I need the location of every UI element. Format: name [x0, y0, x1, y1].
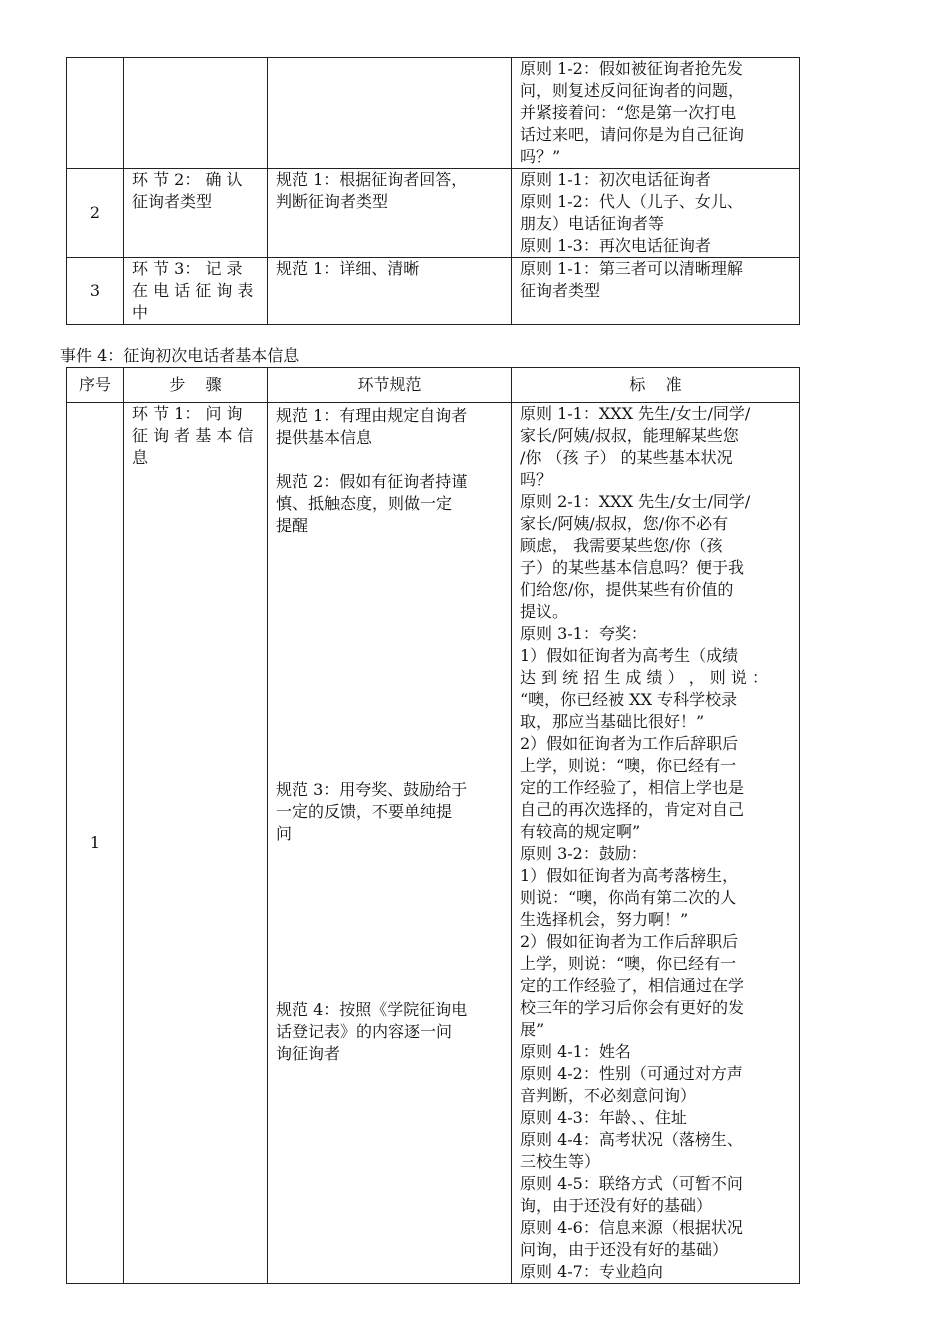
text-line: 询，由于还没有好的基础） [520, 1196, 713, 1215]
text-line: 原则 4-1：姓名 [520, 1042, 631, 1061]
standard-cell [512, 58, 800, 169]
text-line: 并紧接着问：“您是第一次打电 [520, 103, 737, 122]
text-line: 规范 1：详细、清晰 [276, 259, 420, 278]
event4-title: 事件 4：征询初次电话者基本信息 [60, 346, 300, 365]
seq-cell [67, 58, 124, 169]
text-line: 原则 3-2：鼓励： [520, 844, 647, 863]
text-line: 问，则复述反问征询者的问题， [520, 81, 745, 100]
table-row [67, 258, 800, 325]
text-line: 息 [132, 448, 149, 467]
text-line: 原则 4-5：联络方式（可暂不问 [520, 1174, 743, 1193]
text-line: 规范 4：按照《学院征询电 [276, 1000, 468, 1019]
text-line: 问询，由于还没有好的基础） [520, 1240, 729, 1259]
text-line: 三校生等） [520, 1152, 601, 1171]
event4-table [66, 367, 800, 1284]
text-line: 原则 4-7：专业趋向 [520, 1262, 663, 1281]
norm-1 [276, 405, 503, 449]
step-cell [124, 58, 268, 169]
text-line: 原则 1-1：初次电话征询者 [520, 170, 711, 189]
text-line: 原则 4-4：高考状况（落榜生、 [520, 1130, 743, 1149]
text-line: 2）假如征询者为工作后辞职后 [520, 734, 739, 753]
text-line: 判断征询者类型 [276, 192, 389, 211]
step-cell [124, 169, 268, 258]
text-line: 音判断，不必刻意问询） [520, 1086, 697, 1105]
text-line: 1）假如征询者为高考生（成绩 [520, 646, 739, 665]
norm-3 [276, 779, 503, 845]
text-line: 吗？ [520, 470, 553, 489]
text-line: 定的工作经验了，相信上学也是 [520, 778, 745, 797]
text-line: 一定的反馈，不要单纯提 [276, 802, 453, 821]
text-line: 提议。 [520, 602, 569, 621]
text-line: 话过来吧，请问你是为自己征询 [520, 125, 745, 144]
norm-2 [276, 471, 503, 537]
text-line: 征询者类型 [520, 281, 601, 300]
text-line: 规范 1：有理由规定自询者 [276, 406, 468, 425]
norm-cell [268, 403, 512, 1284]
table-row [67, 169, 800, 258]
text-line: 家长/阿姨/叔叔，您/你不必有 [520, 514, 729, 533]
text-line: “噢，你已经被 XX 专科学校录 [520, 690, 738, 709]
text-line: 2）假如征询者为工作后辞职后 [520, 932, 739, 951]
norm-cell [268, 58, 512, 169]
text-line: 自己的再次选择的，肯定对自己 [520, 800, 745, 819]
header-step: 步 骤 [124, 368, 268, 403]
text-line: 环 节 3： 记 录 [132, 259, 243, 278]
seq-cell: 3 [67, 258, 124, 325]
norm-4 [276, 999, 503, 1065]
text-line: 生选择机会，努力啊！” [520, 910, 689, 929]
text-line: 校三年的学习后你会有更好的发 [520, 998, 745, 1017]
text-line: 原则 1-1：XXX 先生/女士/同学/ [520, 404, 751, 423]
text-line: 吗？” [520, 147, 561, 166]
text-line: 取，那应当基础比很好！” [520, 712, 705, 731]
text-line: 家长/阿姨/叔叔，能理解某些您 [520, 426, 739, 445]
text-line: 询征询者 [276, 1044, 341, 1063]
table-row [67, 403, 800, 1284]
text-line: 原则 4-2：性别（可通过对方声 [520, 1064, 743, 1083]
text-line: 1）假如征询者为高考落榜生， [520, 866, 739, 885]
text-line: 则说：“噢，你尚有第二次的人 [520, 888, 737, 907]
text-line: 话登记表》的内容逐一问 [276, 1022, 453, 1041]
text-line: 慎、抵触态度，则做一定 [276, 494, 453, 513]
text-line: 原则 1-1：第三者可以清晰理解 [520, 259, 743, 278]
text-line: 规范 1：根据征询者回答， [276, 170, 468, 189]
text-line: 原则 1-2：代人（儿子、女儿、 [520, 192, 743, 211]
text-line: 环 节 1： 问 询 [132, 404, 243, 423]
text-line: 定的工作经验了，相信通过在学 [520, 976, 745, 995]
text-line: 上学，则说：“噢，你已经有一 [520, 954, 737, 973]
seq-cell: 2 [67, 169, 124, 258]
text-line: 提醒 [276, 516, 309, 535]
header-norm: 环节规范 [268, 368, 512, 403]
norm-cell [268, 258, 512, 325]
table-row [67, 58, 800, 169]
text-line: 子）的某些基本信息吗？便于我 [520, 558, 745, 577]
text-line: 有较高的规定啊” [520, 822, 641, 841]
step-cell [124, 258, 268, 325]
standard-cell [512, 258, 800, 325]
text-line: 展” [520, 1020, 545, 1039]
text-line: 原则 4-6：信息来源（根据状况 [520, 1218, 743, 1237]
text-line: 问 [276, 824, 293, 843]
text-line: 原则 1-3：再次电话征询者 [520, 236, 711, 255]
text-line: 在 电 话 征 询 表 [132, 281, 254, 300]
text-line: 顾虑， 我需要某些您/你（孩 [520, 536, 723, 555]
text-line: 提供基本信息 [276, 428, 373, 447]
text-line: 达 到 统 招 生 成 绩 ） ， 则 说 ： [520, 668, 768, 687]
event3-continuation-table [66, 57, 800, 325]
standard-cell [512, 169, 800, 258]
text-line: 环 节 2： 确 认 [132, 170, 243, 189]
text-line: 们给您/你，提供某些有价值的 [520, 580, 734, 599]
text-line: 征 询 者 基 本 信 [132, 426, 254, 445]
text-line: 中 [132, 303, 149, 322]
header-standard: 标 准 [512, 368, 800, 403]
text-line: /你 （孩 子） 的某些基本状况 [520, 448, 733, 467]
norm-cell [268, 169, 512, 258]
step-cell [124, 403, 268, 1284]
text-line: 朋友）电话征询者等 [520, 214, 665, 233]
header-seq: 序号 [67, 368, 124, 403]
text-line: 原则 1-2：假如被征询者抢先发 [520, 59, 743, 78]
text-line: 规范 2：假如有征询者持谨 [276, 472, 468, 491]
header-row [67, 368, 800, 403]
text-line: 征询者类型 [132, 192, 213, 211]
text-line: 规范 3：用夸奖、鼓励给于 [276, 780, 468, 799]
standard-cell [512, 403, 800, 1284]
text-line: 原则 2-1：XXX 先生/女士/同学/ [520, 492, 751, 511]
text-line: 原则 3-1：夸奖： [520, 624, 647, 643]
seq-cell: 1 [67, 403, 124, 1284]
text-line: 上学，则说：“噢，你已经有一 [520, 756, 737, 775]
text-line: 原则 4-3：年龄、、住址 [520, 1108, 687, 1127]
